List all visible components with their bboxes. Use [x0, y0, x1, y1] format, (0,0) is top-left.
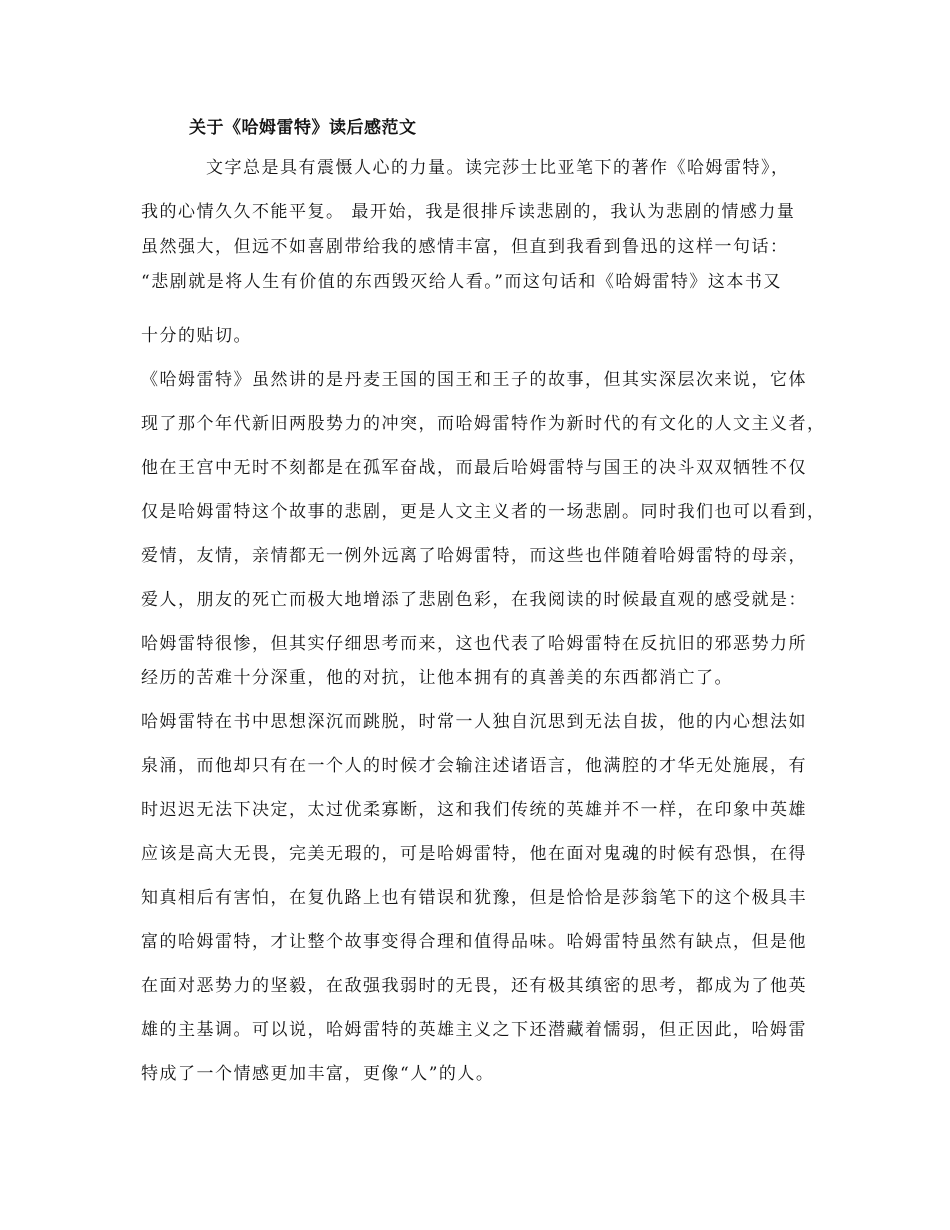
- paragraph-line: 哈姆雷特很惨，但其实仔细思考而来，这也代表了哈姆雷特在反抗旧的邪恶势力所: [141, 634, 807, 654]
- paragraph-line: 我的心情久久不能平复。 最开始，我是很排斥读悲剧的，我认为悲剧的情感力量: [141, 202, 796, 222]
- paragraph-line: 他在王宫中无时不刻都是在孤军奋战，而最后哈姆雷特与国王的决斗双双牺牲不仅: [141, 458, 807, 478]
- paragraph-line: 在面对恶势力的坚毅，在敌强我弱时的无畏，还有极其缜密的思考，都成为了他英: [141, 976, 807, 996]
- paragraph-line: 文字总是具有震慑人心的力量。读完莎士比亚笔下的著作《哈姆雷特》，: [206, 158, 790, 178]
- paragraph-line: 爱情，友情，亲情都无一例外远离了哈姆雷特，而这些也伴随着哈姆雷特的母亲，: [141, 546, 807, 566]
- paragraph-line: 爱人，朋友的死亡而极大地增添了悲剧色彩，在我阅读的时候最直观的感受就是：: [141, 590, 807, 610]
- paragraph-line: 仅是哈姆雷特这个故事的悲剧，更是人文主义者的一场悲剧。同时我们也可以看到，: [141, 502, 826, 522]
- paragraph-line: 十分的贴切。: [141, 326, 252, 346]
- paragraph-line: 应该是高大无畏，完美无瑕的，可是哈姆雷特，他在面对鬼魂的时候有恐惧，在得: [141, 844, 807, 864]
- paragraph-line: 现了那个年代新旧两股势力的冲突，而哈姆雷特作为新时代的有文化的人文主义者，: [141, 414, 826, 434]
- paragraph-line: “悲剧就是将人生有价值的东西毁灭给人看。”而这句话和《哈姆雷特》这本书又: [141, 272, 782, 292]
- paragraph-line: 经历的苦难十分深重，他的对抗，让他本拥有的真善美的东西都消亡了。: [141, 668, 733, 688]
- paragraph-line: 富的哈姆雷特，才让整个故事变得合理和值得品味。哈姆雷特虽然有缺点，但是他: [141, 932, 807, 952]
- document-title: 关于《哈姆雷特》读后感范文: [189, 118, 417, 138]
- paragraph-line: 时迟迟无法下决定，太过优柔寡断，这和我们传统的英雄并不一样，在印象中英雄: [141, 800, 807, 820]
- paragraph-line: 哈姆雷特在书中思想深沉而跳脱，时常一人独自沉思到无法自拔，他的内心想法如: [141, 712, 807, 732]
- paragraph-line: 雄的主基调。可以说，哈姆雷特的英雄主义之下还潜藏着懦弱，但正因此，哈姆雷: [141, 1020, 807, 1040]
- paragraph-line: 泉涌，而他却只有在一个人的时候才会输注述诸语言，他满腔的才华无处施展，有: [141, 756, 807, 776]
- paragraph-line: 《哈姆雷特》虽然讲的是丹麦王国的国王和王子的故事，但其实深层次来说，它体: [141, 370, 807, 390]
- paragraph-line: 特成了一个情感更加丰富，更像“人”的人。: [141, 1064, 495, 1084]
- paragraph-line: 知真相后有害怕，在复仇路上也有错误和犹豫，但是恰恰是莎翁笔下的这个极具丰: [141, 888, 807, 908]
- paragraph-line: 虽然强大，但远不如喜剧带给我的感情丰富，但直到我看到鲁迅的这样一句话：: [141, 237, 789, 257]
